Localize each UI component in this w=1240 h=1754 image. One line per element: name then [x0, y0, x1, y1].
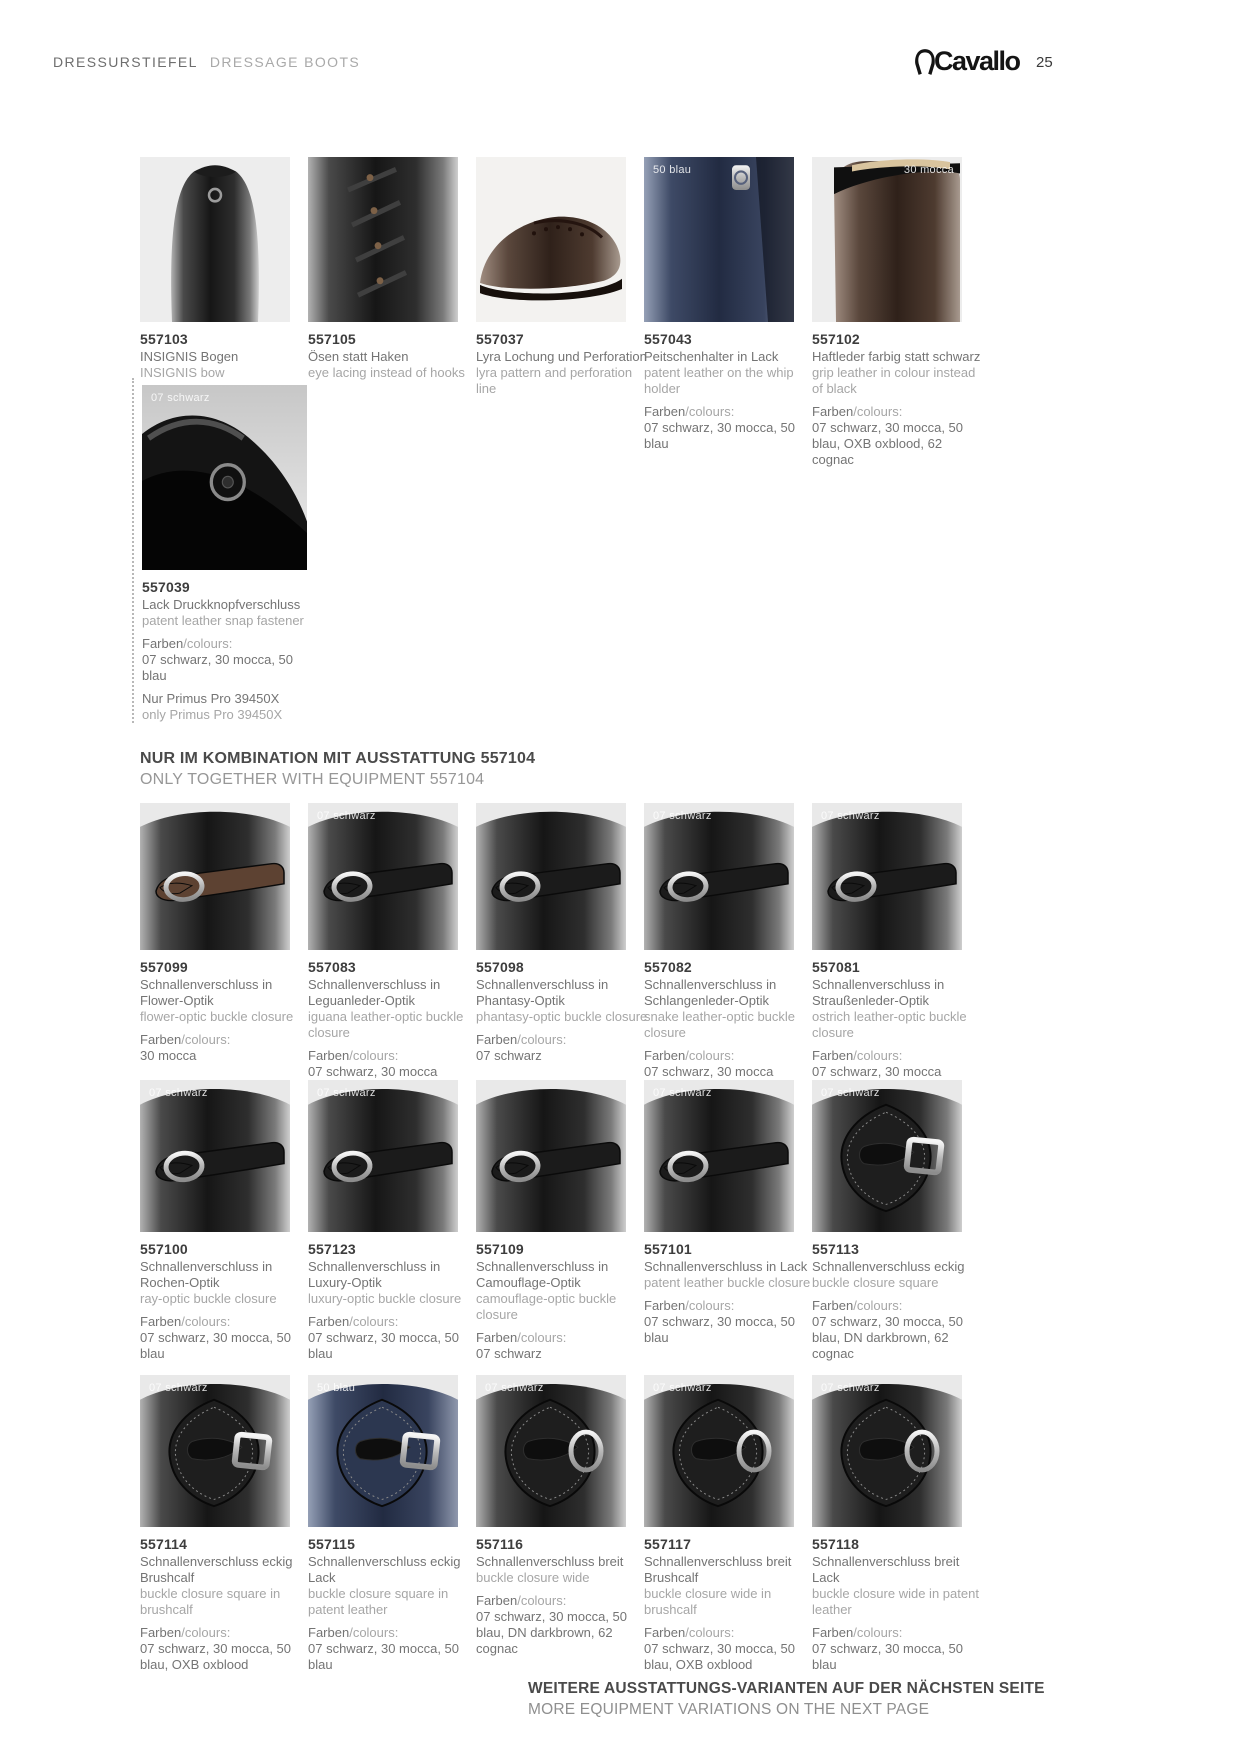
- photo-color-label: 07 schwarz: [653, 1087, 712, 1099]
- product-photo: [812, 1375, 962, 1527]
- product-name-en: lyra pattern and perforation line: [476, 365, 633, 396]
- product-name-de: Haftleder farbig statt schwarz: [812, 349, 981, 364]
- colours-label: [644, 404, 818, 420]
- colour-values: 07 schwarz, 30 mocca, 50 blau: [142, 652, 294, 683]
- product-card-557039: [132, 378, 316, 723]
- photo-color-label: 07 schwarz: [821, 810, 880, 822]
- colour-values: 07 schwarz, 30 mocca, 50 blau, OXB oxblood: [140, 1641, 292, 1672]
- section-heading-de: NUR IM KOMBINATION MIT AUSSTATTUNG 557104: [140, 750, 536, 767]
- colours-label-en: /colours:: [517, 1032, 567, 1047]
- product-photo: [812, 1080, 962, 1232]
- product-name-de: Schnallenverschluss in Lack: [644, 1259, 808, 1274]
- product-photo: [476, 1080, 626, 1232]
- colours-label-de: Farben: [140, 1032, 182, 1047]
- product-name-de: Schnallenverschluss in Leguanleder-Optik: [308, 977, 441, 1008]
- product-card-557105: [308, 157, 465, 381]
- colours-label-en: /colours:: [853, 1048, 903, 1063]
- product-photo: [140, 803, 290, 950]
- colours-label-en: /colours:: [517, 1330, 567, 1345]
- photo-color-label: 07 schwarz: [653, 810, 712, 822]
- colours-label-de: Farben: [476, 1330, 518, 1345]
- product-name-en: patent leather buckle closure: [644, 1275, 811, 1290]
- colours-label-de: Farben: [140, 1314, 182, 1329]
- product-info: [308, 331, 482, 381]
- colour-values: 07 schwarz, 30 mocca: [812, 1064, 942, 1079]
- colours-label-en: /colours:: [349, 1314, 399, 1329]
- colours-label-de: Farben: [308, 1314, 350, 1329]
- colours-label: [812, 404, 986, 420]
- buckle-row-2: [140, 1080, 965, 1362]
- colours-label-de: Farben: [812, 1625, 854, 1640]
- colours-label-en: /colours:: [181, 1625, 231, 1640]
- colours-label-en: /colours:: [349, 1625, 399, 1640]
- product-photo: [476, 803, 626, 950]
- colours-label-de: Farben: [476, 1032, 518, 1047]
- product-number: 557115: [308, 1536, 356, 1552]
- page-title-en: DRESSAGE BOOTS: [209, 54, 361, 70]
- product-name-de: Schnallenverschluss in Camouflage-Optik: [476, 1259, 609, 1290]
- photo-color-label: 50 blau: [653, 164, 692, 176]
- product-name-de: Lyra Lochung und Perforation: [476, 349, 647, 364]
- product-photo: [308, 1080, 458, 1232]
- colour-values: 07 schwarz, 30 mocca, 50 blau, DN darkbrown, 62 cognac: [476, 1609, 628, 1656]
- product-number: 557083: [308, 959, 356, 975]
- colours-label: [644, 1625, 818, 1641]
- product-card-557082: [644, 803, 794, 1080]
- product-name-de: Ösen statt Haken: [308, 349, 409, 364]
- product-card-557099: [140, 803, 294, 1064]
- photo-color-label: 07 schwarz: [317, 810, 376, 822]
- colours-label-de: Farben: [644, 404, 686, 419]
- product-name-de: Schnallenverschluss in Rochen-Optik: [140, 1259, 273, 1290]
- product-photo: [644, 803, 794, 950]
- colours-label: [142, 636, 316, 652]
- product-info: [476, 959, 650, 1064]
- product-photo: [644, 1080, 794, 1232]
- product-name-en: flower-optic buckle closure: [140, 1009, 294, 1024]
- brand-name: Cavallo: [934, 46, 1020, 76]
- colour-values: 07 schwarz, 30 mocca, 50 blau: [644, 420, 796, 451]
- product-info: [644, 331, 818, 452]
- colours-label: [476, 1032, 650, 1048]
- snap-row: [132, 378, 316, 723]
- footer-note-en: MORE EQUIPMENT VARIATIONS ON THE NEXT PAGE: [528, 1701, 930, 1718]
- product-info: [142, 579, 316, 723]
- product-card-557123: [308, 1080, 462, 1362]
- product-name-en: grip leather in colour instead of black: [812, 365, 976, 396]
- product-number: 557114: [140, 1536, 188, 1552]
- product-card-557037: [476, 157, 647, 397]
- product-card-557113: [812, 1080, 965, 1362]
- product-name-en: phantasy-optic buckle closure: [476, 1009, 648, 1024]
- product-name-de: Schnallenverschluss in Schlangenleder-Optik: [644, 977, 777, 1008]
- product-info: [308, 1536, 482, 1673]
- product-info: [308, 959, 482, 1080]
- photo-color-label: 07 schwarz: [821, 1382, 880, 1394]
- product-name-en: buckle closure square: [812, 1275, 939, 1290]
- colours-label-de: Farben: [140, 1625, 182, 1640]
- colour-values: 07 schwarz: [476, 1346, 542, 1361]
- colours-label-de: Farben: [644, 1048, 686, 1063]
- colour-values: 07 schwarz, 30 mocca: [308, 1064, 438, 1079]
- colours-label: [476, 1593, 650, 1609]
- colour-values: 07 schwarz, 30 mocca, 50 blau, OXB oxblood, 62 cognac: [812, 420, 964, 467]
- section-heading-en: ONLY TOGETHER WITH EQUIPMENT 557104: [140, 771, 485, 788]
- product-number: 557101: [644, 1241, 692, 1257]
- section-heading: [140, 750, 535, 789]
- colours-label-de: Farben: [308, 1625, 350, 1640]
- product-photo: [140, 157, 290, 322]
- colours-label-de: Farben: [644, 1298, 686, 1313]
- colours-label-en: /colours:: [349, 1048, 399, 1063]
- product-info: [140, 1241, 314, 1362]
- photo-color-label: 30 mocca: [903, 164, 954, 176]
- product-name-de: Schnallenverschluss eckig Brushcalf: [140, 1554, 293, 1585]
- product-photo: [308, 1375, 458, 1527]
- page-number: 25: [1036, 54, 1053, 71]
- product-number: 557081: [812, 959, 860, 975]
- product-card-557043: [644, 157, 794, 452]
- colours-label: [644, 1048, 818, 1064]
- product-info: [812, 1536, 986, 1673]
- colours-label-de: Farben: [812, 404, 854, 419]
- product-photo: [140, 1375, 290, 1527]
- product-number: 557116: [476, 1536, 524, 1552]
- product-card-557114: [140, 1375, 293, 1673]
- photo-color-label: 07 schwarz: [653, 1382, 712, 1394]
- colour-values: 07 schwarz, 30 mocca, 50 blau, OXB oxblood: [644, 1641, 796, 1672]
- product-card-557117: [644, 1375, 794, 1673]
- product-number: 557098: [476, 959, 524, 975]
- product-name-de: Schnallenverschluss in Luxury-Optik: [308, 1259, 441, 1290]
- product-photo: [476, 1375, 626, 1527]
- colours-label-en: /colours:: [181, 1032, 231, 1047]
- colours-label-en: /colours:: [181, 1314, 231, 1329]
- colours-label: [812, 1048, 986, 1064]
- page-title: [53, 54, 360, 70]
- product-info: [140, 959, 314, 1064]
- photo-color-label: 07 schwarz: [821, 1087, 880, 1099]
- colours-label-en: /colours:: [853, 1625, 903, 1640]
- colours-label-de: Farben: [812, 1298, 854, 1313]
- product-photo: [140, 1080, 290, 1232]
- colours-label: [308, 1314, 482, 1330]
- product-card-557101: [644, 1080, 811, 1346]
- colour-values: 07 schwarz, 30 mocca: [644, 1064, 774, 1079]
- product-number: 557100: [140, 1241, 188, 1257]
- colours-label-en: /colours:: [853, 1298, 903, 1313]
- colours-label-en: /colours:: [685, 1625, 735, 1640]
- colours-label-de: Farben: [308, 1048, 350, 1063]
- product-name-en: camouflage-optic buckle closure: [476, 1291, 617, 1322]
- product-photo: [308, 803, 458, 950]
- colours-label-de: Farben: [476, 1593, 518, 1608]
- product-name-de: Schnallenverschluss breit Brushcalf: [644, 1554, 792, 1585]
- colour-values: 07 schwarz, 30 mocca, 50 blau: [308, 1330, 460, 1361]
- colours-label-en: /colours:: [517, 1593, 567, 1608]
- product-name-de: INSIGNIS Bogen: [140, 349, 239, 364]
- product-photo: [812, 803, 962, 950]
- product-card-557118: [812, 1375, 979, 1673]
- product-name-de: Schnallenverschluss eckig Lack: [308, 1554, 461, 1585]
- product-name-de: Schnallenverschluss breit Lack: [812, 1554, 960, 1585]
- colours-label-en: /colours:: [685, 404, 735, 419]
- product-card-557115: [308, 1375, 461, 1673]
- brand-logo: [912, 46, 1020, 77]
- product-info: [644, 959, 818, 1080]
- colour-values: 07 schwarz, 30 mocca, 50 blau: [644, 1314, 796, 1345]
- footer-note: [528, 1680, 1045, 1719]
- product-photo: [644, 1375, 794, 1527]
- photo-color-label: 07 schwarz: [149, 1087, 208, 1099]
- product-card-557098: [476, 803, 648, 1064]
- photo-color-label: 07 schwarz: [485, 1382, 544, 1394]
- colour-values: 07 schwarz, 30 mocca, 50 blau: [308, 1641, 460, 1672]
- colour-values: 07 schwarz: [476, 1048, 542, 1063]
- product-number: 557123: [308, 1241, 356, 1257]
- product-number: 557103: [140, 331, 188, 347]
- colours-label-en: /colours:: [685, 1298, 735, 1313]
- colours-label-de: Farben: [644, 1625, 686, 1640]
- product-info: [644, 1536, 818, 1673]
- product-name-en: snake leather-optic buckle closure: [644, 1009, 796, 1040]
- product-name-en: buckle closure wide: [476, 1570, 590, 1585]
- product-number: 557039: [142, 579, 190, 595]
- product-info: [140, 331, 314, 381]
- product-info: [476, 1536, 650, 1657]
- colours-label: [140, 1314, 314, 1330]
- product-number: 557117: [644, 1536, 692, 1552]
- product-name-en: buckle closure square in patent leather: [308, 1586, 449, 1617]
- colours-label: [476, 1330, 650, 1346]
- product-name-en: eye lacing instead of hooks: [308, 365, 465, 380]
- photo-color-label: 50 blau: [317, 1382, 356, 1394]
- product-name-en: ray-optic buckle closure: [140, 1291, 277, 1306]
- product-info: [812, 1241, 986, 1362]
- product-card-557081: [812, 803, 967, 1080]
- product-photo: [142, 385, 307, 570]
- buckle-row-3: [140, 1375, 979, 1673]
- colours-label: [812, 1298, 986, 1314]
- product-note-de: Nur Primus Pro 39450X: [142, 691, 280, 706]
- product-info: [812, 331, 986, 468]
- footer-note-de: WEITERE AUSSTATTUNGS-VARIANTEN AUF DER NÄCHSTEN SEITE: [528, 1680, 1045, 1697]
- product-number: 557113: [812, 1241, 860, 1257]
- product-info: [644, 1241, 818, 1346]
- product-name-en: luxury-optic buckle closure: [308, 1291, 462, 1306]
- product-name-de: Schnallenverschluss breit: [476, 1554, 624, 1569]
- product-name-de: Schnallenverschluss in Phantasy-Optik: [476, 977, 609, 1008]
- product-card-557116: [476, 1375, 626, 1657]
- product-info: [308, 1241, 482, 1362]
- colour-values: 30 mocca: [140, 1048, 197, 1063]
- product-name-de: Lack Druckknopfverschluss: [142, 597, 301, 612]
- product-number: 557105: [308, 331, 356, 347]
- product-info: [476, 331, 650, 397]
- product-card-557103: [140, 157, 290, 381]
- colours-label: [644, 1298, 818, 1314]
- product-number: 557102: [812, 331, 860, 347]
- product-name-de: Schnallenverschluss in Flower-Optik: [140, 977, 273, 1008]
- product-name-en: patent leather snap fastener: [142, 613, 304, 628]
- colour-values: 07 schwarz, 30 mocca, 50 blau, DN darkbrown, 62 cognac: [812, 1314, 964, 1361]
- product-card-557102: [812, 157, 981, 468]
- product-photo: [308, 157, 458, 322]
- colours-label-de: Farben: [142, 636, 184, 651]
- colours-label: [308, 1048, 482, 1064]
- colours-label: [308, 1625, 482, 1641]
- page-title-de: DRESSURSTIEFEL: [53, 54, 198, 70]
- product-number: 557082: [644, 959, 692, 975]
- product-card-557109: [476, 1080, 626, 1362]
- product-card-557100: [140, 1080, 290, 1362]
- product-number: 557118: [812, 1536, 860, 1552]
- colours-label-en: /colours:: [685, 1048, 735, 1063]
- product-name-en: buckle closure wide in patent leather: [812, 1586, 979, 1617]
- product-name-de: Schnallenverschluss eckig: [812, 1259, 965, 1274]
- product-name-en: patent leather on the whip holder: [644, 365, 794, 396]
- product-name-de: Peitschenhalter in Lack: [644, 349, 779, 364]
- colours-label: [140, 1625, 314, 1641]
- photo-color-label: 07 schwarz: [317, 1087, 376, 1099]
- product-info: [140, 1536, 314, 1673]
- product-photo: [476, 157, 626, 322]
- product-number: 557099: [140, 959, 188, 975]
- photo-color-label: 07 schwarz: [149, 1382, 208, 1394]
- product-note-en: only Primus Pro 39450X: [142, 707, 283, 722]
- colours-label-en: /colours:: [853, 404, 903, 419]
- colours-label-en: /colours:: [183, 636, 233, 651]
- product-name-en: buckle closure wide in brushcalf: [644, 1586, 772, 1617]
- product-number: 557043: [644, 331, 692, 347]
- colours-label-de: Farben: [812, 1048, 854, 1063]
- product-card-557083: [308, 803, 464, 1080]
- product-info: [812, 959, 986, 1080]
- product-photo: [812, 157, 962, 322]
- product-name-en: ostrich leather-optic buckle closure: [812, 1009, 967, 1040]
- product-name-en: INSIGNIS bow: [140, 365, 225, 380]
- product-photo: [644, 157, 794, 322]
- product-name-en: buckle closure square in brushcalf: [140, 1586, 281, 1617]
- colours-label: [812, 1625, 986, 1641]
- colours-label: [140, 1032, 314, 1048]
- colour-values: 07 schwarz, 30 mocca, 50 blau: [140, 1330, 292, 1361]
- product-number: 557109: [476, 1241, 524, 1257]
- buckle-row-1: [140, 803, 967, 1080]
- photo-color-label: 07 schwarz: [151, 392, 210, 404]
- product-name-de: Schnallenverschluss in Straußenleder-Optik: [812, 977, 945, 1008]
- colour-values: 07 schwarz, 30 mocca, 50 blau: [812, 1641, 964, 1672]
- product-name-en: iguana leather-optic buckle closure: [308, 1009, 464, 1040]
- product-info: [476, 1241, 650, 1362]
- product-number: 557037: [476, 331, 524, 347]
